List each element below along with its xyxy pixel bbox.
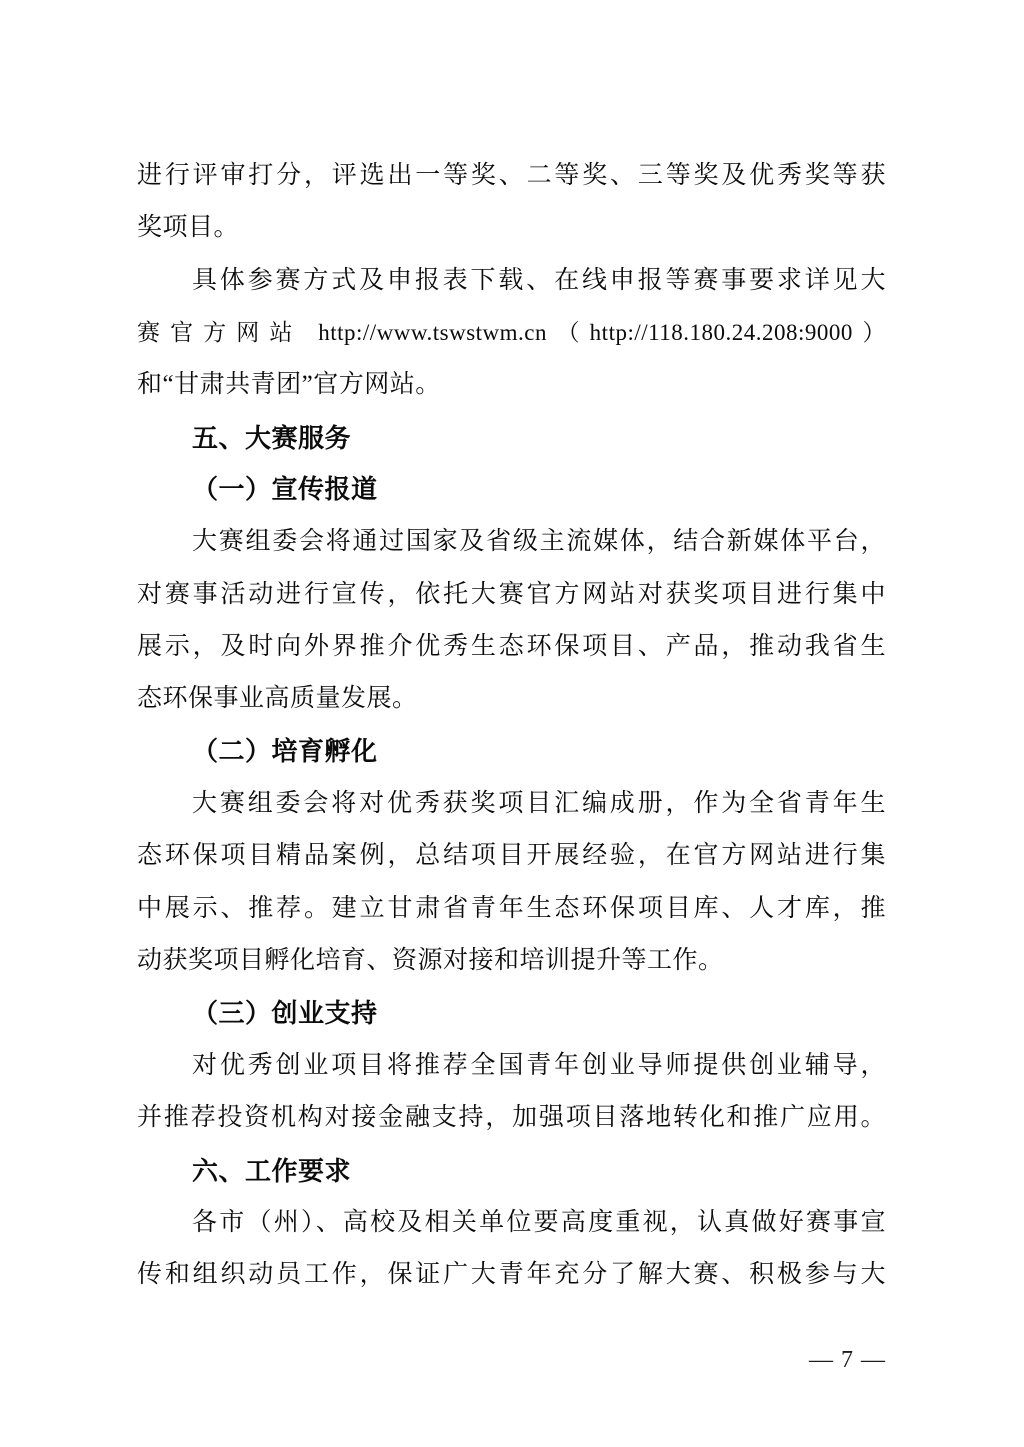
body-line: 奖项目。 [137,214,240,242]
body-line: 传和组织动员工作，保证广大青年充分了解大赛、积极参与大 [137,1261,886,1289]
body-line: 态环保事业高质量发展。 [137,685,418,713]
body-line: 具体参赛方式及申报表下载、在线申报等赛事要求详见大 [192,266,886,294]
body-line: 赛官方网站 http://www.tswstwm.cn（http://118.180.24.208:9000） [137,320,886,346]
section-heading: （二）培育孵化 [192,736,378,766]
body-line: 对优秀创业项目将推荐全国青年创业导师提供创业辅导， [192,1051,886,1079]
body-line: 各市（州）、高校及相关单位要高度重视，认真做好赛事宣 [192,1208,886,1236]
section-heading: 六、工作要求 [192,1155,352,1186]
page-number: — 7 — [809,1347,886,1373]
body-line: 大赛组委会将对优秀获奖项目汇编成册，作为全省青年生 [192,790,886,818]
document-body [137,150,886,1302]
body-line: 对赛事活动进行宣传，依托大赛官方网站对获奖项目进行集中 [137,580,886,608]
body-line: 大赛组委会将通过国家及省级主流媒体，结合新媒体平台， [192,528,886,556]
section-heading: 五、大赛服务 [192,422,352,453]
section-heading: （一）宣传报道 [192,475,378,505]
body-line: 态环保项目精品案例，总结项目开展经验，在官方网站进行集 [137,842,886,870]
body-line: 并推荐投资机构对接金融支持，加强项目落地转化和推广应用。 [137,1104,886,1132]
body-line: 动获奖项目孵化培育、资源对接和培训提升等工作。 [137,947,724,975]
section-heading: （三）创业支持 [192,998,378,1028]
body-line: 展示，及时向外界推介优秀生态环保项目、产品，推动我省生 [137,633,886,661]
body-line: 中展示、推荐。建立甘肃省青年生态环保项目库、人才库，推 [137,894,886,922]
page-footer [809,1346,886,1374]
body-line: 和“甘肃共青团”官方网站。 [137,371,441,399]
body-line: 进行评审打分，评选出一等奖、二等奖、三等奖及优秀奖等获 [137,162,886,189]
